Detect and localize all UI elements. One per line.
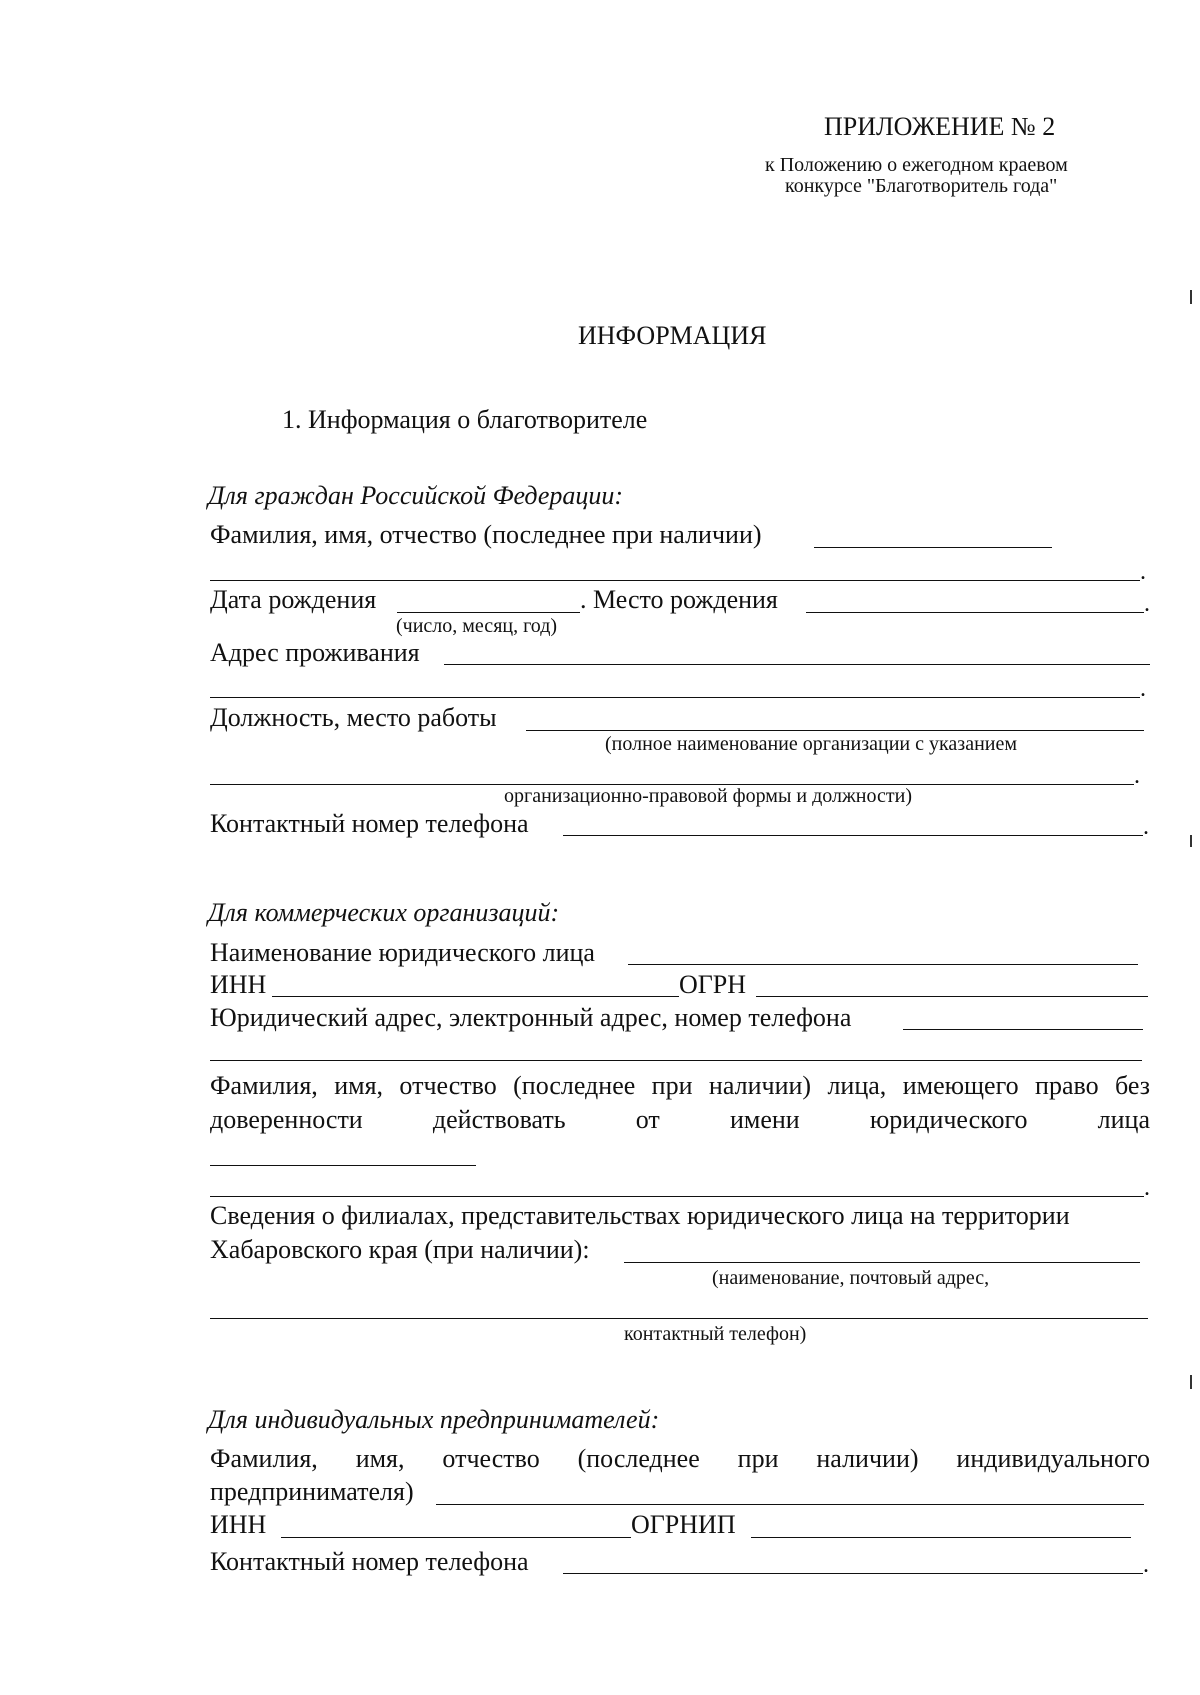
entrepreneur-phone-label: Контактный номер телефона bbox=[210, 1547, 529, 1576]
entrepreneur-inn-field[interactable] bbox=[281, 1537, 631, 1538]
legal-address-field[interactable] bbox=[903, 1029, 1143, 1030]
citizens-phone-field[interactable] bbox=[563, 835, 1143, 836]
representative-field[interactable] bbox=[210, 1165, 476, 1166]
citizens-phone-label: Контактный номер телефона bbox=[210, 809, 529, 838]
period-mark: . bbox=[1140, 676, 1146, 702]
period-mark: . bbox=[1143, 814, 1149, 840]
citizens-heading: Для граждан Российской Федерации: bbox=[208, 481, 624, 510]
birth-date-hint: (число, месяц, год) bbox=[396, 615, 558, 637]
job-hint-1: (полное наименование организации с указанием bbox=[605, 733, 1018, 755]
section-1-heading: 1. Информация о благотворителе bbox=[282, 405, 648, 434]
ogrnip-field[interactable] bbox=[751, 1537, 1131, 1538]
birth-date-label: Дата рождения bbox=[210, 585, 377, 614]
citizens-fio-label: Фамилия, имя, отчество (последнее при наличии) bbox=[210, 520, 762, 549]
entrepreneur-fio-label-line-2: предпринимателя) bbox=[210, 1477, 414, 1506]
period-mark: . bbox=[1143, 1552, 1149, 1578]
scan-artifact-mark bbox=[1190, 1375, 1192, 1389]
entrepreneurs-heading: Для индивидуальных предпринимателей: bbox=[208, 1405, 660, 1434]
entrepreneur-fio-label-line-1: Фамилия, имя, отчество (последнее при наличии) индивидуального bbox=[210, 1444, 1150, 1473]
entrepreneur-fio-field[interactable] bbox=[436, 1504, 1144, 1505]
representative-label-line-2: доверенности действовать от имени юридического лица bbox=[210, 1105, 1150, 1134]
legal-name-field[interactable] bbox=[628, 964, 1138, 965]
ogrnip-label: ОГРНИП bbox=[631, 1510, 736, 1539]
entrepreneur-inn-label: ИНН bbox=[210, 1510, 267, 1539]
address-label: Адрес проживания bbox=[210, 638, 420, 667]
job-hint-2: организационно-правовой формы и должности) bbox=[504, 785, 912, 807]
branches-label-line-2: Хабаровского края (при наличии): bbox=[210, 1235, 590, 1264]
entrepreneur-phone-field[interactable] bbox=[563, 1573, 1143, 1574]
job-field[interactable] bbox=[526, 730, 1144, 731]
address-field[interactable] bbox=[444, 664, 1150, 665]
document-title: ИНФОРМАЦИЯ bbox=[578, 321, 767, 350]
legal-name-label: Наименование юридического лица bbox=[210, 938, 595, 967]
birth-place-field[interactable] bbox=[806, 612, 1144, 613]
address-field-continued[interactable] bbox=[210, 697, 1140, 698]
birth-date-field[interactable] bbox=[397, 612, 580, 613]
job-label: Должность, место работы bbox=[210, 703, 497, 732]
appendix-title: ПРИЛОЖЕНИЕ № 2 bbox=[824, 112, 1056, 141]
scan-artifact-mark bbox=[1190, 835, 1192, 847]
branches-field-continued[interactable] bbox=[210, 1318, 1148, 1319]
scan-artifact-mark bbox=[1190, 290, 1192, 304]
branches-hint-1: (наименование, почтовый адрес, bbox=[712, 1267, 990, 1289]
ogrn-field[interactable] bbox=[756, 996, 1148, 997]
commercial-inn-field[interactable] bbox=[272, 996, 679, 997]
branches-hint-2: контактный телефон) bbox=[624, 1323, 807, 1345]
citizens-fio-field-continued[interactable] bbox=[210, 580, 1140, 581]
citizens-fio-field[interactable] bbox=[814, 547, 1052, 548]
legal-address-label: Юридический адрес, электронный адрес, номер телефона bbox=[210, 1003, 852, 1032]
period-mark: . bbox=[1144, 1175, 1150, 1201]
branches-field[interactable] bbox=[624, 1262, 1140, 1263]
ogrn-label: ОГРН bbox=[679, 970, 747, 999]
legal-address-field-continued[interactable] bbox=[210, 1060, 1142, 1061]
representative-label-line-1: Фамилия, имя, отчество (последнее при наличии) лица, имеющего право без bbox=[210, 1071, 1150, 1100]
commercial-heading: Для коммерческих организаций: bbox=[208, 898, 560, 927]
commercial-inn-label: ИНН bbox=[210, 970, 267, 999]
birth-place-label: . Место рождения bbox=[580, 585, 778, 614]
branches-label-line-1: Сведения о филиалах, представительствах юридического лица на территории bbox=[210, 1201, 1070, 1230]
period-mark: . bbox=[1134, 763, 1140, 789]
appendix-reference-line-2: конкурсе "Благотворитель года" bbox=[785, 175, 1058, 197]
period-mark: . bbox=[1140, 559, 1146, 585]
appendix-reference-line-1: к Положению о ежегодном краевом bbox=[765, 154, 1068, 176]
representative-field-continued[interactable] bbox=[210, 1196, 1144, 1197]
period-mark: . bbox=[1144, 591, 1150, 617]
